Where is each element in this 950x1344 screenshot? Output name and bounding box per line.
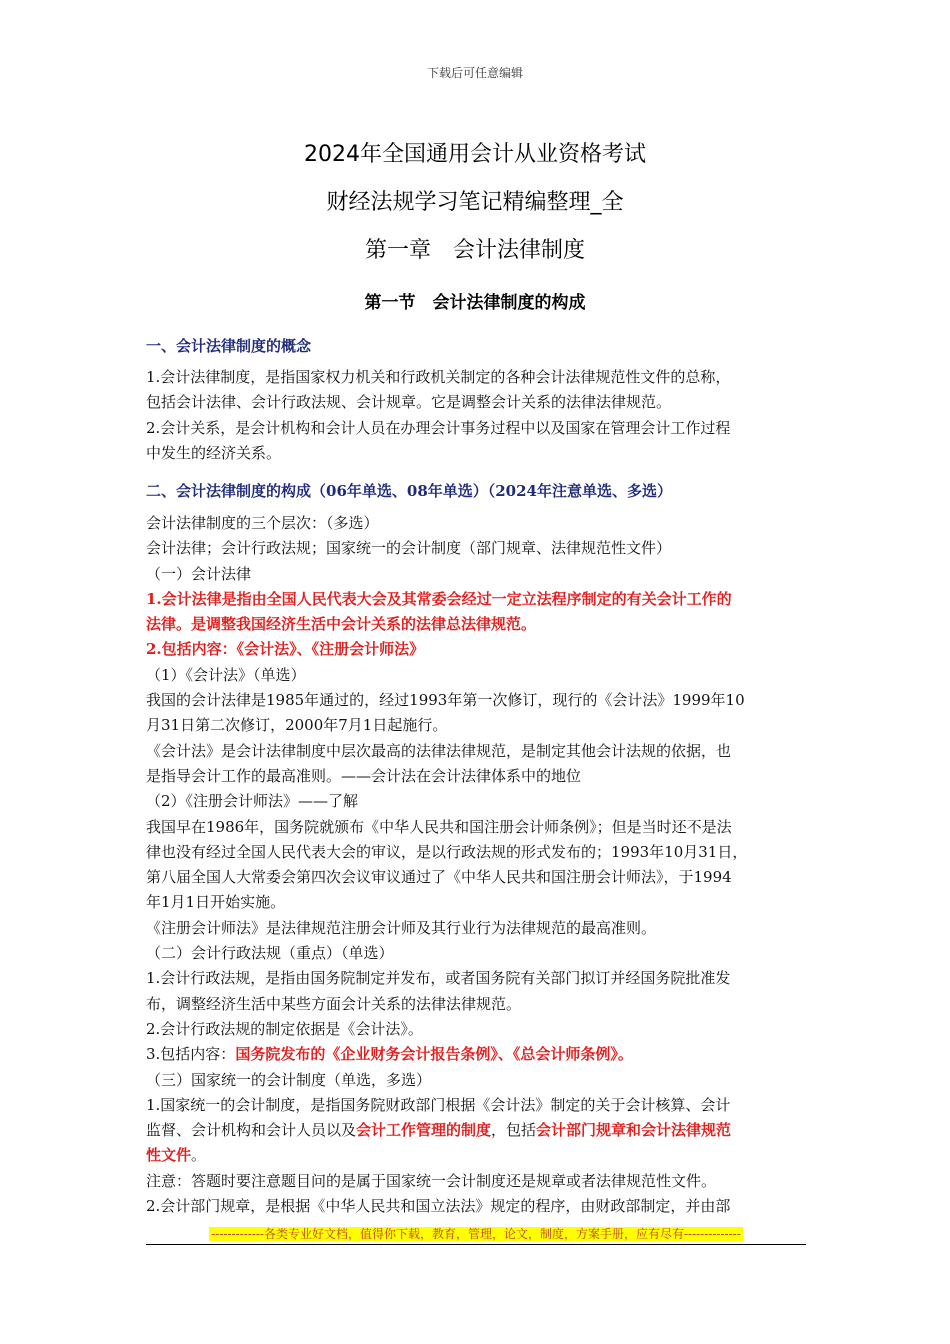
part1-body	[146, 365, 811, 466]
text-segment: 3.包括内容：	[146, 1045, 236, 1064]
footer-text: -------------各类专业好文档，值得你下载，教育，管理，论文，制度，方案手册，应有尽有--------------	[211, 1227, 741, 1241]
text-line: 1.国家统一的会计制度，是指国务院财政部门根据《会计法》制定的关于会计核算、会计	[146, 1095, 731, 1114]
text-line: （二）会计行政法规（重点）（单选）	[146, 944, 394, 963]
text-line: 2.会计关系，是会计机构和会计人员在办理会计事务过程中以及国家在管理会计工作过程	[146, 418, 731, 437]
text-line: 年1月1日开始实施。	[146, 893, 286, 912]
text-line: 包括会计法律、会计行政法规、会计规章。它是调整会计关系的法律法律规范。	[146, 393, 672, 412]
text-segment: ，包括	[491, 1121, 537, 1140]
text-line: 注意：答题时要注意题目问的是属于国家统一会计制度还是规章或者法律规范性文件。	[146, 1171, 717, 1190]
part1-heading: 一、会计法律制度的概念	[146, 337, 312, 355]
document-title: 2024年全国通用会计从业资格考试	[304, 142, 646, 167]
text-segment-highlight: 会计部门规章和会计法律规范	[536, 1121, 732, 1140]
footer-divider	[146, 1244, 806, 1245]
footer-banner	[146, 1225, 806, 1242]
text-segment: 。	[191, 1146, 207, 1165]
text-line: 是指导会计工作的最高准则。——会计法在会计法律体系中的地位	[146, 766, 582, 785]
text-line-highlight: 2.包括内容：《会计法》、《注册会计师法》	[146, 640, 425, 659]
text-segment: 监督、会计机构和会计人员以及	[146, 1121, 357, 1140]
text-line: 中发生的经济关系。	[146, 443, 282, 462]
text-line: 我国的会计法律是1985年通过的，经过1993年第一次修订，现行的《会计法》1999年10	[146, 691, 745, 710]
document-subtitle: 财经法规学习笔记精编整理_全	[326, 190, 624, 215]
text-line	[146, 1118, 811, 1143]
header-note: 下载后可任意编辑	[426, 66, 523, 80]
text-line	[146, 1143, 811, 1168]
text-line: 布，调整经济生活中某些方面会计关系的法律法律规范。	[146, 994, 522, 1013]
text-line: （2）《注册会计师法》——了解	[146, 792, 359, 811]
text-line: 1.会计行政法规，是指由国务院制定并发布，或者国务院有关部门拟订并经国务院批准发	[146, 969, 731, 988]
text-line: 会计法律制度的三个层次：（多选）	[146, 514, 379, 532]
part2-heading: 二、会计法律制度的构成（06年单选、08年单选）（2024年注意单选、多选）	[146, 482, 672, 500]
text-line: （三）国家统一的会计制度（单选，多选）	[146, 1070, 432, 1089]
text-line: 1.会计法律制度，是指国家权力机关和行政机关制定的各种会计法律规范性文件的总称，	[146, 368, 731, 386]
text-segment-highlight: 国务院发布的《企业财务会计报告条例》、《总会计师条例》。	[235, 1045, 633, 1064]
part2-body	[146, 511, 811, 1219]
text-line: 2.会计部门规章，是根据《中华人民共和国立法法》规定的程序，由财政部制定，并由部	[146, 1197, 731, 1216]
section-title: 第一节 会计法律制度的构成	[364, 293, 586, 313]
text-segment-highlight: 性文件	[146, 1146, 192, 1165]
text-line-highlight: 法律。是调整我国经济生活中会计关系的法律总法律规范。	[146, 615, 537, 634]
text-line	[146, 1042, 811, 1067]
text-line: 我国早在1986年，国务院就颁布《中华人民共和国注册会计师条例》；但是当时还不是法	[146, 817, 732, 836]
chapter-title: 第一章 会计法律制度	[364, 238, 585, 263]
text-line: （1）《会计法》（单选）	[146, 665, 306, 684]
text-line: 会计法律；会计行政法规；国家统一的会计制度（部门规章、法律规范性文件）	[146, 539, 672, 558]
text-line: 第八届全国人大常委会第四次会议审议通过了《中华人民共和国注册会计师法》，于1994	[146, 868, 732, 887]
text-segment-highlight: 会计工作管理的制度	[356, 1121, 492, 1140]
text-line: 2.会计行政法规的制定依据是《会计法》。	[146, 1019, 423, 1038]
text-line: 律也没有经过全国人民代表大会的审议，是以行政法规的形式发布的；1993年10月31日，	[146, 842, 748, 861]
text-line: 《会计法》是会计法律制度中层次最高的法律法律规范，是制定其他会计法规的依据，也	[146, 741, 732, 760]
text-line: 月31日第二次修订，2000年7月1日起施行。	[146, 716, 448, 735]
text-line: 《注册会计师法》是法律规范注册会计师及其行业行为法律规范的最高准则。	[146, 918, 657, 937]
text-line-highlight: 1.会计法律是指由全国人民代表大会及其常委会经过一定立法程序制定的有关会计工作的	[146, 589, 732, 608]
text-line: （一）会计法律	[146, 564, 252, 583]
